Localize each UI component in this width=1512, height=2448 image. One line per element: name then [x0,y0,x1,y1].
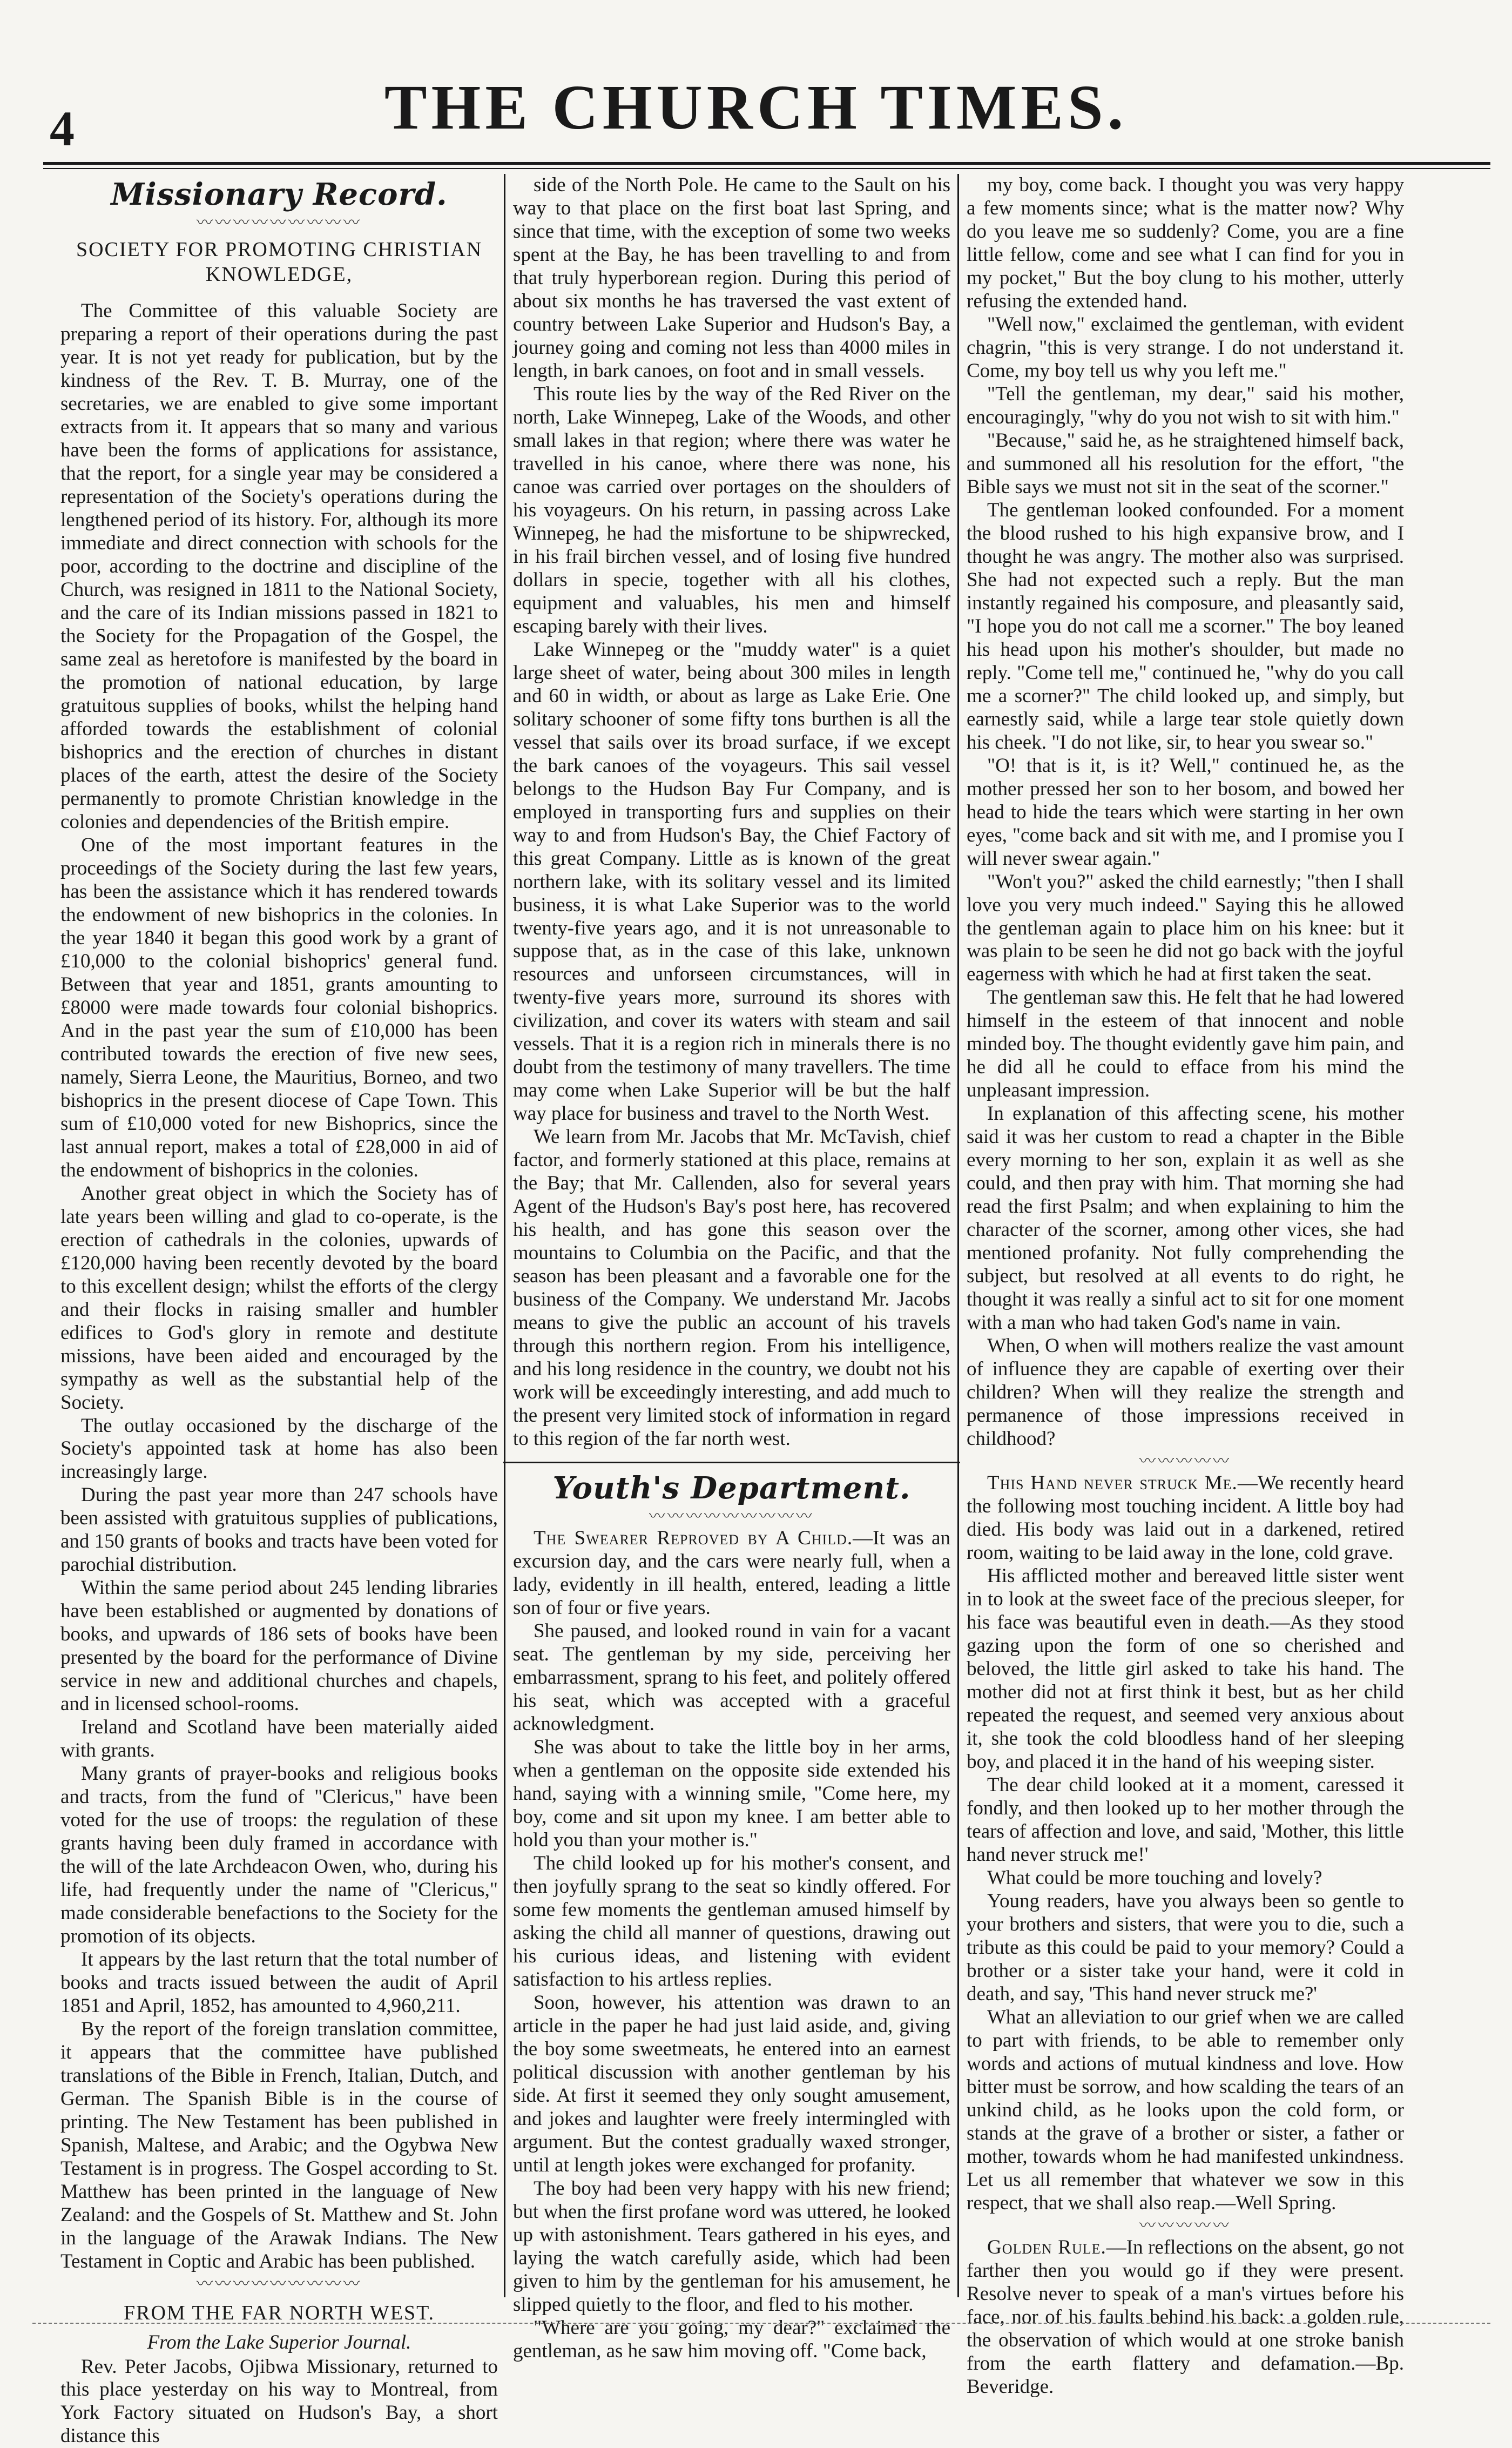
paragraph: His afflicted mother and bereaved little sister went in to look at the sweet face of the precious sleeper, for his face was beautiful even in death.—As they stood gazing upon the form of one so cherished and beloved, the little girl asked to take his hand. The mother did not at first think it best, but as her child repeated the request, and seemed very anxious about it, she took the cold bloodless hand of her sleeping boy, and placed it in the hand of his weeping sister. [967,1565,1404,1774]
paragraph: The Committee of this valuable Society are preparing a report of their operations during the past year. It is not yet ready for publication, but by the kindness of the Rev. T. B. Murray, one of the secretaries, we are enabled to give some important extracts from it. It appears that so many and various have been the forms of applications for assistance, that the report, for a single year may be considered a representation of the Society's operations during the lengthened period of its history. For, although its more immediate and direct connection with schools for the poor, according to the doctrine and discipline of the Church, was resigned in 1811 to the National Society, and the care of its Indian missions passed in 1821 to the Society for the Propagation of the Gospel, the same zeal as heretofore is manifested by the board in the promotion of national education, by large gratuitous supplies of books, whilst the helping hand afforded towards the establishment of colonial bishoprics and the erection of churches in distant places of the earth, attest the desire of the Society permanently to promote Christian knowledge in the colonies and dependencies of the British empire. [60,300,498,834]
article-body [513,1620,950,2363]
column-2 [513,174,950,2297]
column-1 [60,174,498,2297]
page-number: 4 [50,104,75,153]
column-divider [504,174,505,2297]
paragraph: One of the most important features in the proceedings of the Society during the last few years, has been the assistance which it has rendered towards the endowment of new bishoprics in the colonies. In the year 1840 it began this good work by a grant of £10,000 to the colonial bishoprics' general fund. Between that year and 1851, grants amounting to £8000 were made towards four colonial bishoprics. And in the past year the sum of £10,000 has been contributed towards the erection of five new sees, namely, Sierra Leone, the Mauritius, Borneo, and two bishoprics in the present diocese of Cape Town. This sum of £10,000 voted for new Bishoprics, since the last annual report, makes a total of £28,000 in aid of the endowment of bishoprics in the colonies. [60,834,498,1182]
article-heading: The Swearer Reproved by A Child. [534,1527,853,1549]
paragraph: Another great object in which the Society has of late years been willing and glad to co-operate, is the erection of cathedrals in the colonies, upwards of £120,000 having been recently devoted by the board to this excellent design; whilst the efforts of the clergy and their flocks in raising smaller and humbler edifices to God's glory in remote and destitute missions, have been aided and encouraged by the sympathy as well as the substantial help of the Society. [60,1182,498,1415]
paragraph: We recently heard the following most touching incident. A little boy had died. His body was laid out in a darkened, retired room, waiting to be laid away in the lone, cold grave. [967,1472,1404,1564]
paragraph: Within the same period about 245 lending libraries have been established or augmented by donations of books, and upwards of 186 sets of books have been presented by the board for the performance of Divine service in new and additional churches and chapels, and in licensed school-rooms. [60,1577,498,1716]
column-3 [967,174,1404,2297]
paragraph: Lake Winnepeg or the "muddy water" is a quiet large sheet of water, being about 300 miles in length and 60 in width, or about as large as Lake Erie. One solitary schooner of some fifty tons burthen is all the vessel that sails over its broad surface, if we except the bark canoes of the voyageurs. This sail vessel belongs to the Hudson Bay Fur Company, and is employed in transporting furs and supplies on their way to and from Hudson's Bay, the Chief Factory of this great Company. Little as is known of the great northern lake, with its solitary vessel and its limited business, it is what Lake Superior was to the world twenty-five years ago, and it is not unreasonable to suppose that, as in the case of this lake, unknown resources and unforseen circumstances, will in twenty-five years more, surround its shores with civilization, and cover its waters with steam and sail vessels. That it is a region rich in minerals there is no doubt from the testimony of many travellers. The time may come when Lake Superior will be but the half way place for business and travel to the North West. [513,638,950,1126]
youths-department-heading: Youth's Department. [513,1471,950,1506]
paragraph: In reflections on the absent, go not farther then you would go if they were present. Resolve never to speak of a man's virtues before his face, nor of his faults behind his back: a golden rule, the observation of which would at one stroke banish from the earth flattery and defamation.—Bp. Beveridge. [967,2236,1404,2398]
article-lead: Golden Rule.—In reflections on the absent, go not farther then you would go if they were present. Resolve never to speak of a man's virtues before his face, nor of his faults behind his back: a golden rule, the observation of which would at one stroke banish from the earth flattery and defamation.—Bp. Beveridge. [967,2236,1404,2399]
paragraph: The boy had been very happy with his new friend; but when the first profane word was uttered, he looked up with astonishment. Tears gathered in his eyes, and laying the watch carefully aside, which had been given to him by the gentleman for his amusement, he slipped quietly to the floor, and fled to his mother. [513,2177,950,2317]
paragraph: In explanation of this affecting scene, his mother said it was her custom to read a chapter in the Bible every morning to her son, explain it as well as she could, and then pray with him. That morning she had read the first Psalm; and when explaining to him the character of the scorner, among other vices, she had mentioned profanity. Not fully comprehending the subject, but resolved at all events to do right, he thought it was really a sinful act to sit for one moment with a man who had taken God's name in vain. [967,1102,1404,1335]
masthead-rule [43,162,1490,169]
article-lead: This Hand never struck Me.—We recently heard the following most touching incident. A little boy had died. His body was laid out in a darkened, retired room, waiting to be laid away in the lone, cold grave. [967,1472,1404,1565]
paragraph: The outlay occasioned by the discharge of the Society's appointed task at home has also been increasingly large. [60,1415,498,1484]
article-heading: Golden Rule. [987,2236,1106,2258]
missionary-record-heading: Missionary Record. [60,177,498,212]
masthead: THE CHURCH TIMES. [0,76,1512,139]
paragraph: "Well now," exclaimed the gentleman, with evident chagrin, "this is very strange. I do not understand it. Come, my boy tell us why you left me." [967,313,1404,383]
paragraph: The child looked up for his mother's consent, and then joyfully sprang to the seat so kindly offered. For some few moments the gentleman amused himself by asking the child all manner of questions, drawing out his curious ideas, and listening with evident satisfaction to his artless replies. [513,1852,950,1992]
article-title: FROM THE FAR NORTH WEST. [60,2301,498,2326]
paragraph: When, O when will mothers realize the vast amount of influence they are capable of exerting over their children? When will they realize the strength and permanence of those impressions received in childhood? [967,1335,1404,1451]
paragraph: What could be more touching and lovely? [967,1867,1404,1890]
paragraph: Many grants of prayer-books and religious books and tracts, from the fund of "Clericus," have been voted for the use of troops: the regulation of these grants having been duly framed in accordance with the will of the late Archdeacon Owen, who, during his life, had frequently under the name of "Clericus," made considerable benefactions to the Society for the promotion of its objects. [60,1763,498,1948]
paragraph: "Tell the gentleman, my dear," said his mother, encouragingly, "why do you not wish to sit with him." [967,383,1404,429]
article-body [513,174,950,1451]
article-lead: The Swearer Reproved by A Child.—It was an excursion day, and the cars were nearly full, when a lady, evidently in ill health, entered, leading a little son of four or five years. [513,1527,950,1620]
ornament-divider: 〰〰〰〰〰 [967,2218,1404,2233]
article-title: SOCIETY FOR PROMOTING CHRISTIAN KNOWLEDGE, [60,238,498,287]
paragraph: What an alleviation to our grief when we are called to part with friends, to be able to remember only words and actions of mutual kindness and love. How bitter must be sorrow, and how scalding the tears of an unkind child, as he looks upon the cold form, or stands at the grave of a brother or sister, a father or mother, towards whom he had manifested unkindness. Let us all remember that whatever we sow in this respect, that we shall also reap.—Well Spring. [967,2006,1404,2215]
article-body [967,1565,1404,2215]
section-rule [503,1462,960,1463]
paragraph: The gentleman saw this. He felt that he had lowered himself in the esteem of that innocent and noble minded boy. The thought evidently gave him pain, and he did all he could to efface from his mind the unpleasant impression. [967,986,1404,1102]
article-body [60,2356,498,2448]
paragraph: By the report of the foreign translation committee, it appears that the committee have published translations of the Bible in French, Italian, Dutch, and German. The Spanish Bible is in the course of printing. The New Testament has been published in Spanish, Maltese, and Arabic; and the Ogybwa New Testament is in progress. The Gospel according to St. Matthew has been printed in the language of New Zealand: and the Gospels of St. Matthew and St. John in the language of the Arawak Indians. The New Testament in Coptic and Arabic has been published. [60,2018,498,2274]
paragraph: The dear child looked at it a moment, caressed it fondly, and then looked up to her mother through the tears of affection and love, and said, 'Mother, this little hand never struck me!' [967,1774,1404,1867]
paragraph: She paused, and looked round in vain for a vacant seat. The gentleman by my side, perceiving her embarrassment, sprang to his feet, and politely offered his seat, which was accepted with a graceful acknowledgment. [513,1620,950,1736]
paragraph: Young readers, have you always been so gentle to your brothers and sisters, that were you to die, such a tribute as this could be paid to your memory? Could a brother or a sister take your hand, were it cold in death, and say, 'This hand never struck me?' [967,1890,1404,2006]
paragraph: my boy, come back. I thought you was very happy a few moments since; what is the matter now? Why do you leave me so suddenly? Come, you are a fine little fellow, come and see what I can find for you in my pocket," But the boy clung to his mother, utterly refusing the extended hand. [967,174,1404,313]
paragraph: The gentleman looked confounded. For a moment the blood rushed to his high expansive brow, and I thought he was angry. The mother also was surprised. She had not expected such a reply. But the man instantly regained his composure, and pleasantly said, "I hope you do not call me a scorner." The boy leaned his head upon his mother's shoulder, but made no reply. "Come tell me," continued he, "why do you call me a scorner?" The child looked up, and simply, but earnestly said, while a large tear stole quietly down his cheek. "I do not like, sir, to hear you swear so." [967,499,1404,755]
article-source: From the Lake Superior Journal. [60,2331,498,2355]
paragraph: We learn from Mr. Jacobs that Mr. McTavish, chief factor, and formerly stationed at this place, remains at the Bay; that Mr. Callenden, also for several years Agent of the Hudson's Bay's post here, has recovered his health, and has gone this season over the mountains to Columbia on the Pacific, and that the season has been pleasant and a favorable one for the business of the Company. We understand Mr. Jacobs means to give the public an account of his travels through this northern region. From his intelligence, and his long residence in the country, we doubt not his work will be exceedingly interesting, and add much to the present very limited stock of information in regard to this region of the far north west. [513,1126,950,1451]
paragraph: side of the North Pole. He came to the Sault on his way to that place on the first boat last Spring, and since that time, with the exception of some two weeks spent at the Bay, he has been travelling to and from that truly hyperborean region. During this period of about six months he has traversed the vast extent of country between Lake Superior and Hudson's Bay, a journey going and coming not less than 4000 miles in length, in bark canoes, on foot and in small vessels. [513,174,950,383]
paragraph: It appears by the last return that the total number of books and tracts issued between the audit of April 1851 and April, 1852, has amounted to 4,960,211. [60,1948,498,2018]
article-heading: This Hand never struck Me. [987,1472,1238,1494]
article-body [60,300,498,2274]
ornament-divider: 〰〰〰〰〰 [967,1454,1404,1469]
paragraph: Soon, however, his attention was drawn to an article in the paper he had just laid aside, and, giving the boy some sweetmeats, he entered into an earnest political discussion with another gentleman by his side. At first it seemed they only sought amusement, and jokes and laughter were freely intermingled with argument. But the contest gradually waxed stronger, until at length jokes were exchanged for profanity. [513,1992,950,2177]
article-body [967,174,1404,1451]
paragraph: She was about to take the little boy in her arms, when a gentleman on the opposite side extended his hand, saying with a winning smile, "Come here, my boy, come and sit upon my knee. I am better able to hold you than your mother is." [513,1736,950,1852]
ornament-divider: 〰〰〰〰〰〰〰〰〰 [60,2277,498,2291]
paragraph: This route lies by the way of the Red River on the north, Lake Winnepeg, Lake of the Woods, and other small lakes in that region; where there was water he travelled in his canoe, where there was none, his canoe was carried over portages on the shoulders of his voyageurs. On his return, in passing across Lake Winnepeg, he had the misfortune to be shipwrecked, in his frail birchen vessel, and of losing five hundred dollars in specie, together with all his clothes, equipment and valuables, his men and himself escaping barely with their lives. [513,383,950,638]
paragraph: Ireland and Scotland have been materially aided with grants. [60,1716,498,1763]
paragraph: During the past year more than 247 schools have been assisted with gratuitous supplies of publications, and 150 grants of books and tracts have been voted for parochial distribution. [60,1484,498,1577]
paragraph: "Won't you?" asked the child earnestly; "then I shall love you very much indeed." Saying this he allowed the gentleman again to place him on his knee: but it was plain to be seen he did not go back with the joyful eagerness with which he had at first taken the seat. [967,871,1404,987]
paragraph: "Because," said he, as he straightened himself back, and summoned all his resolution for the effort, "the Bible says we must not sit in the seat of the scorner." [967,429,1404,499]
ornament-divider: 〰〰〰〰〰〰〰〰〰 [513,1509,950,1524]
paragraph: Rev. Peter Jacobs, Ojibwa Missionary, returned to this place yesterday on his way to Montreal, from York Factory situated on Hudson's Bay, a short distance this [60,2356,498,2448]
paragraph: "Where are you going, my dear?" exclaimed the gentleman, as he saw him moving off. "Come back, [513,2317,950,2363]
paragraph: "O! that is it, is it? Well," continued he, as the mother pressed her son to her bosom, and bowed her head to hide the tears which were starting in her own eyes, "come back and sit with me, and I promise you I will never swear again." [967,755,1404,871]
column-divider [957,174,959,2297]
paragraph: It was an excursion day, and the cars were nearly full, when a lady, evidently in ill health, entered, leading a little son of four or five years. [513,1527,950,1619]
ornament-divider: 〰〰〰〰〰〰〰〰〰 [60,216,498,230]
bottom-rule [32,2323,1490,2324]
